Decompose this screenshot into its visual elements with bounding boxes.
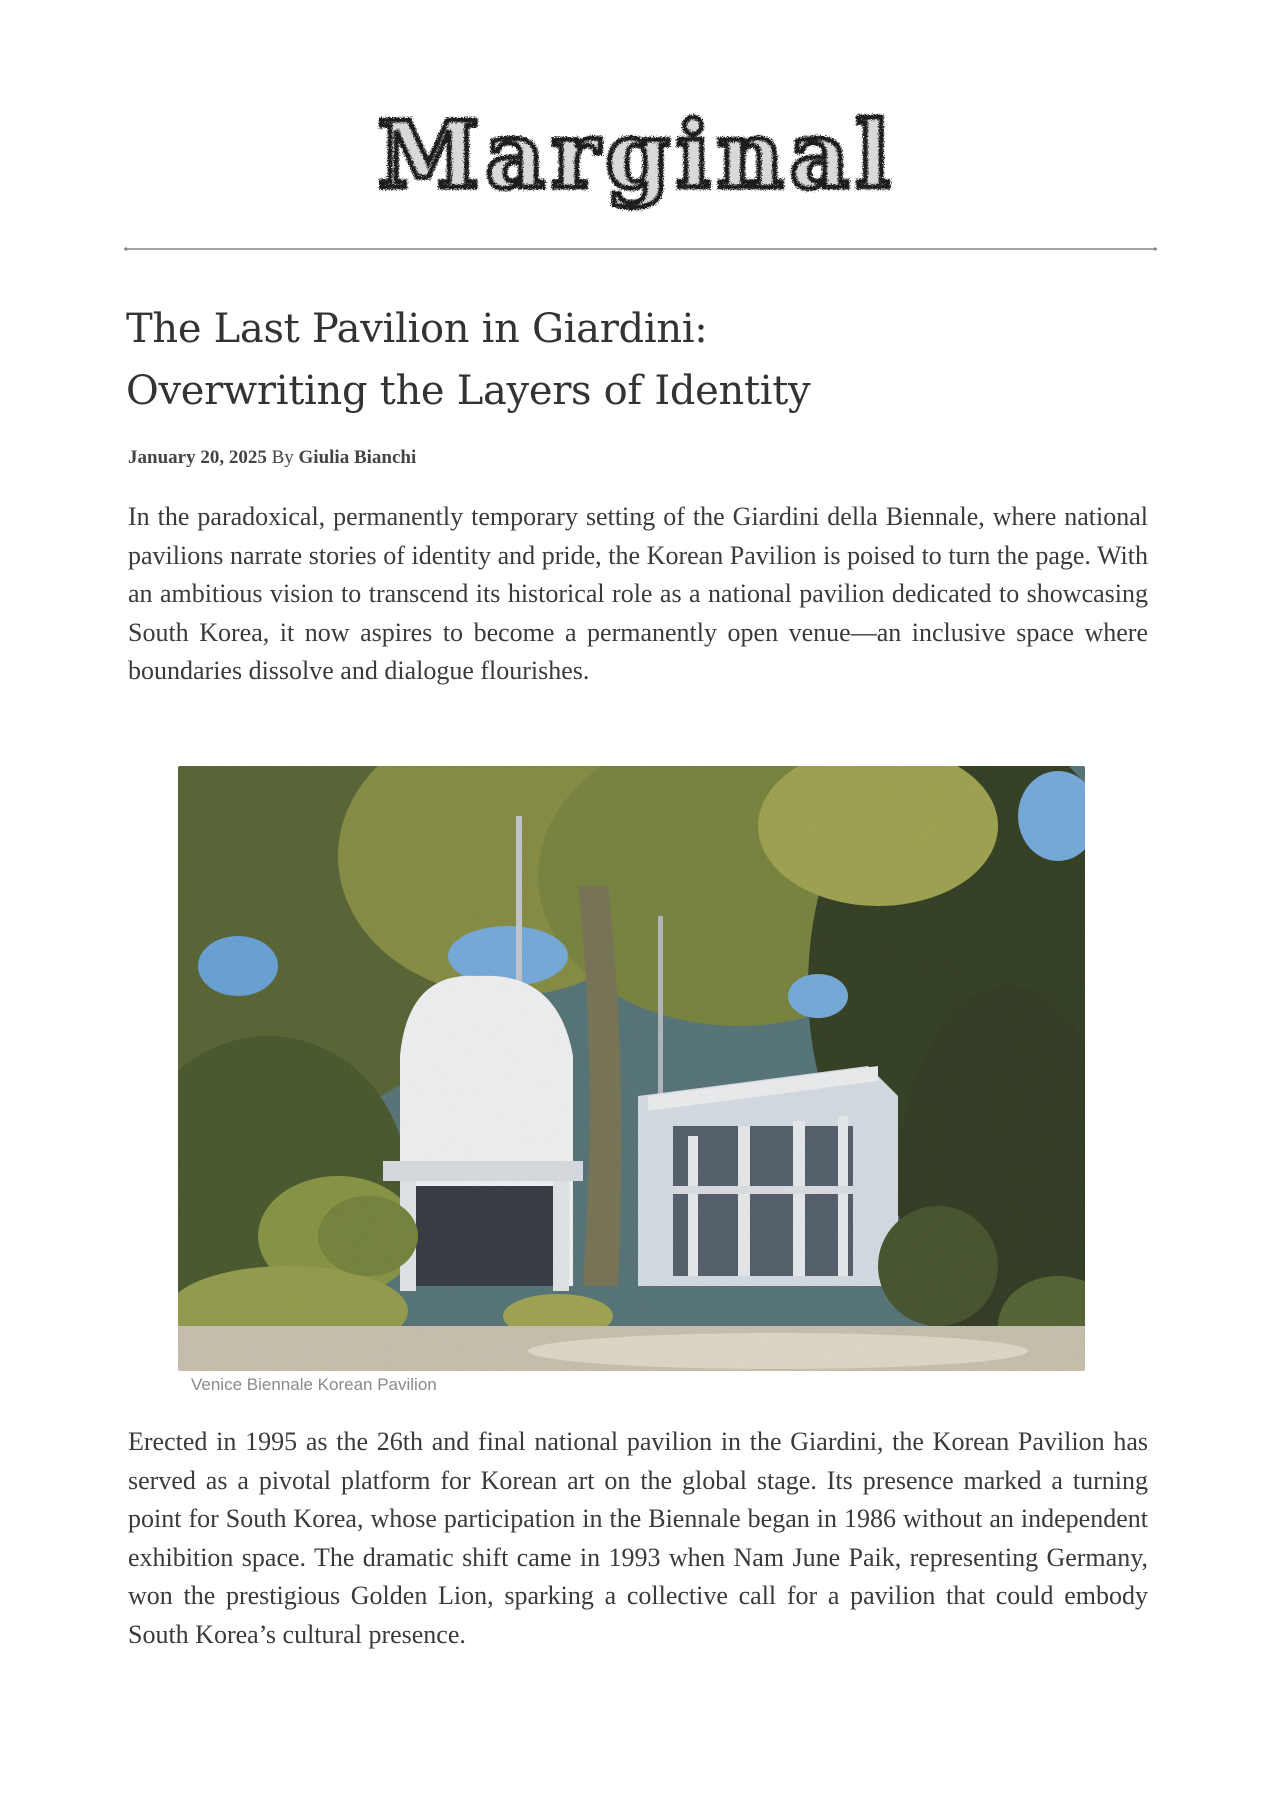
logo-text: Marginal [377, 101, 896, 209]
marginal-logo [277, 92, 997, 232]
pavilion-illustration [178, 766, 1085, 1371]
article-title-line-1: The Last Pavilion in Giardini: [126, 306, 708, 352]
masthead [0, 92, 1273, 242]
article-paragraph-2: Erected in 1995 as the 26th and final national pavilion in the Giardini, the Korean Pavilion has served as a pivotal platform for Korean art on the global stage. Its presence marked a turning point for South Korea, whose participation in the Biennale began in 1986 without an independent exhibition space. The dramatic shift came in 1993 when Nam June Paik, representing Germany, won the prestigious Golden Lion, sparking a collective call for a pavilion that could embody South Korea’s cultural presence. [128, 1427, 1148, 1649]
byline [128, 447, 416, 469]
image-caption: Venice Biennale Korean Pavilion [191, 1375, 437, 1394]
masthead-rule [124, 247, 1157, 251]
article-title [126, 298, 1146, 422]
author-link[interactable]: Giulia Bianchi [298, 447, 417, 468]
pavilion-photo [178, 766, 1085, 1371]
article-title-line-2: Overwriting the Layers of Identity [126, 368, 811, 414]
by-label: By [271, 447, 294, 468]
article-date: January 20, 2025 [128, 447, 267, 468]
article-paragraph-1: In the paradoxical, permanently temporary setting of the Giardini della Biennale, where national pavilions narrate stories of identity and pride, the Korean Pavilion is poised to turn the page. With an ambitious vision to transcend its historical role as a national pavilion dedicated to showcasing South Korea, it now aspires to become a permanently open venue—an inclusive space where boundaries dissolve and dialogue flourishes. [128, 502, 1148, 686]
